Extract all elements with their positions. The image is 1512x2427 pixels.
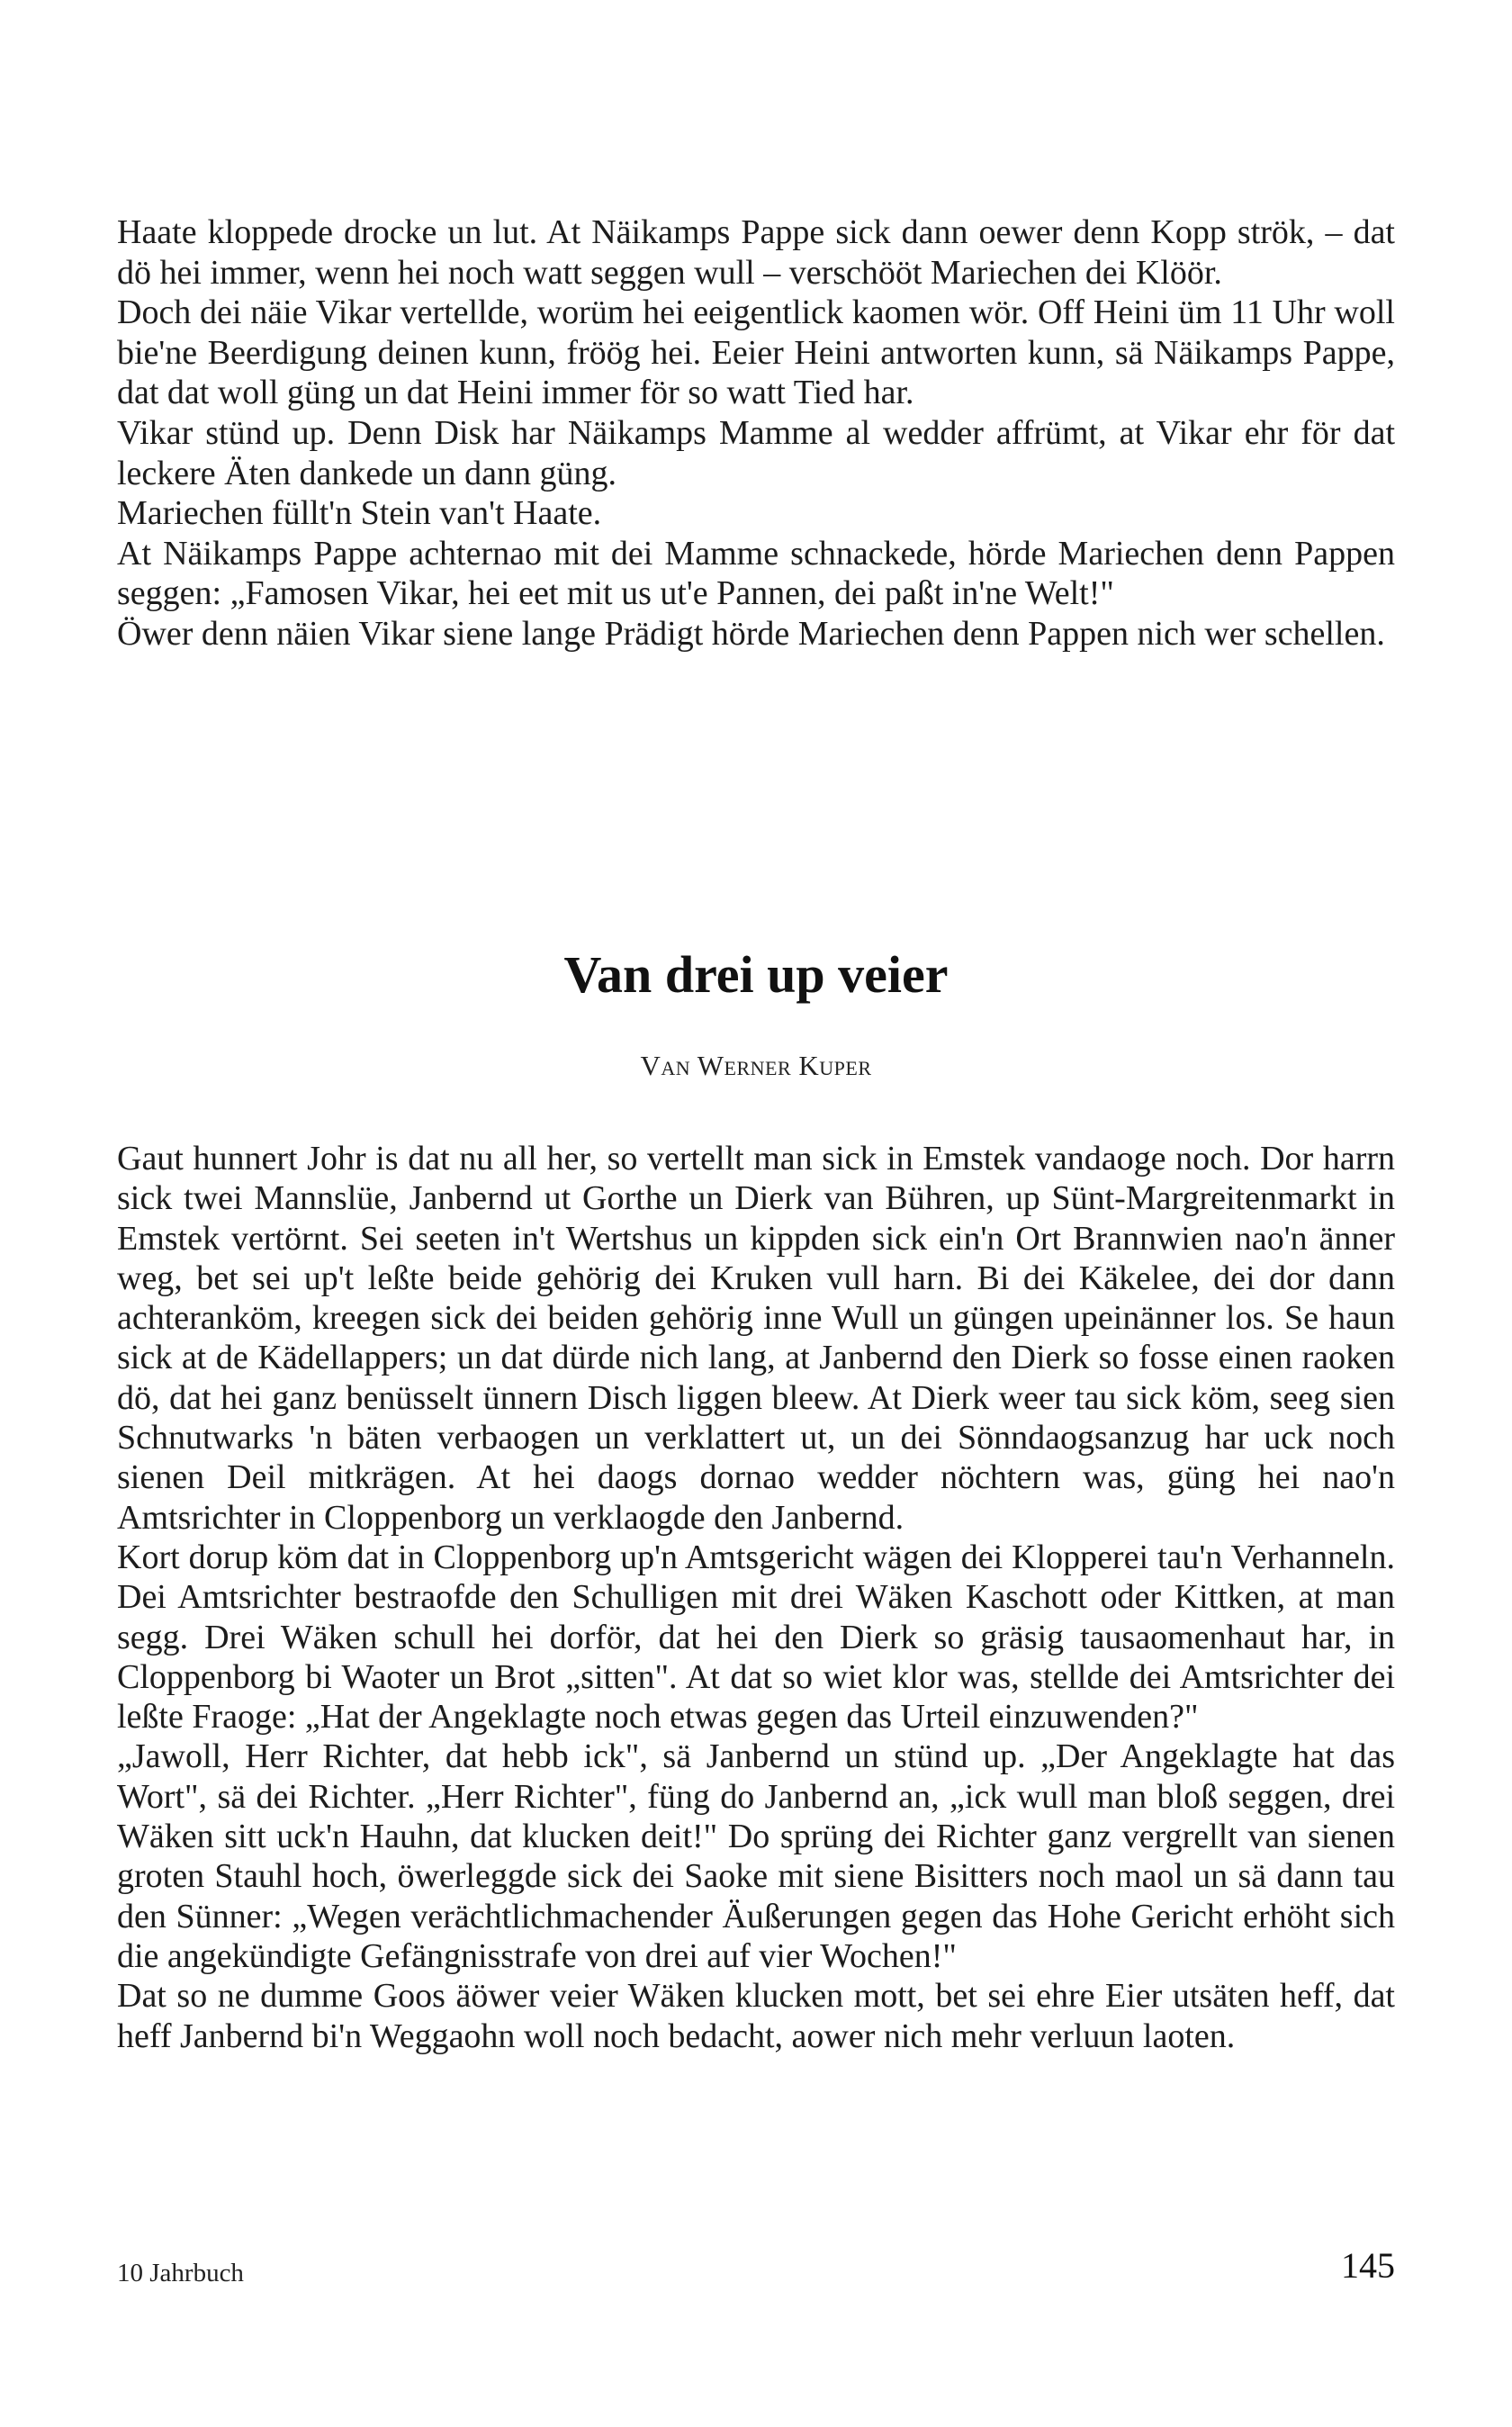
paragraph: At Näikamps Pappe achternao mit dei Mamme schnackede, hörde Mariechen denn Pappen seggen: „Famosen Vikar, hei eet mit us ut'e Pannen, dei paßt in'ne Welt!": [117, 534, 1395, 613]
paragraph: Mariechen füllt'n Stein van't Haate.: [117, 494, 602, 533]
paragraph: Doch dei näie Vikar vertellde, worüm hei eeigentlick kaomen wör. Off Heini üm 11 Uhr woll bie'ne Beerdigung deinen kunn, fröög hei. Eeier Heini antworten kunn, sä Näikamps Pappe, dat dat woll güng un dat Heini immer för so watt Tied har.: [117, 293, 1395, 412]
intro-text-block: [117, 212, 1395, 654]
paragraph: Kort dorup köm dat in Cloppenborg up'n Amtsgericht wägen dei Klopperei tau'n Verhanneln. Dei Amtsrichter bestraofde den Schulligen mit drei Wäken Kaschott oder Kittken, at man segg. Drei Wäken schull hei dorför, dat hei den Dierk so gräsig tausaomenhaut har, in Cloppenborg bi Waoter un Brot „sitten". At dat so wiet klor was, stellde dei Amtsrichter dei leßte Fraoge: „Hat der Angeklagte noch etwas gegen das Urteil einzuwenden?": [117, 1538, 1395, 1737]
paragraph: Öwer denn näien Vikar siene lange Prädigt hörde Mariechen denn Pappen nich wer schellen.: [117, 614, 1385, 653]
paragraph: „Jawoll, Herr Richter, dat hebb ick", sä Janbernd un stünd up. „Der Angeklagte hat das Wort", sä dei Richter. „Herr Richter", füng do Janbernd an, „ick wull man bloß seggen, drei Wäken sitt uck'n Hauhn, dat klucken deit!" Do sprüng dei Richter ganz vergrellt van sienen groten Stauhl hoch, öwerleggde sick dei Saoke mit siene Bisitters noch maol un sä dann tau den Sünner: „Wegen verächtlichmachender Äußerungen gegen das Hohe Gericht erhöht sich die angekündigte Gefängnisstrafe von drei auf vier Wochen!": [117, 1737, 1395, 1975]
paragraph: Dat so ne dumme Goos äöwer veier Wäken klucken mott, bet sei ehre Eier utsäten heff, dat heff Janbernd bi'n Weggaohn woll noch bedacht, aower nich mehr verluun laoten.: [117, 1977, 1395, 2055]
page-number: 145: [1341, 2245, 1395, 2286]
story-title: Van drei up veier: [563, 945, 949, 1004]
paragraph: Haate kloppede drocke un lut. At Näikamps Pappe sick dann oewer denn Kopp strök, – dat dö hei immer, wenn hei noch watt seggen wull – verschööt Mariechen dei Klöör.: [117, 213, 1395, 292]
paragraph: Vikar stünd up. Denn Disk har Näikamps Mamme al wedder affrümt, at Vikar ehr för dat leckere Äten dankede un dann güng.: [117, 413, 1395, 492]
paragraph: Gaut hunnert Johr is dat nu all her, so vertellt man sick in Emstek vandaoge noch. Dor harrn sick twei Mannslüe, Janbernd ut Gorthe un Dierk van Bühren, up Sünt-Margreitenmarkt in Emstek vertörnt. Sei seeten in't Wertshus un kippden sick ein'n Ort Brannwien nao'n änner weg, bet sei up't leßte beide gehörig dei Kruken vull harn. Bi dei Käkelee, dei dor dann achteranköm, kreegen sick dei beiden gehörig inne Wull un güngen upeinänner los. Se haun sick at de Kädellappers; un dat dürde nich lang, at Janbernd den Dierk so fosse einen raoken dö, dat hei ganz benüsselt ünnern Disch liggen bleew. At Dierk weer tau sick köm, seeg sien Schnutwarks 'n bäten verbaogen un verklattert ut, un dei Sönndaogsanzug har uck noch sienen Deil mitkrägen. At hei daogs dornao wedder nöchtern was, güng hei nao'n Amtsrichter in Cloppenborg un verklaogde den Janbernd.: [117, 1140, 1395, 1537]
story-text-block: [117, 1139, 1395, 2056]
signature-mark: 10 Jahrbuch: [117, 2259, 244, 2287]
story-author: Van Werner Kuper: [640, 1050, 872, 1081]
